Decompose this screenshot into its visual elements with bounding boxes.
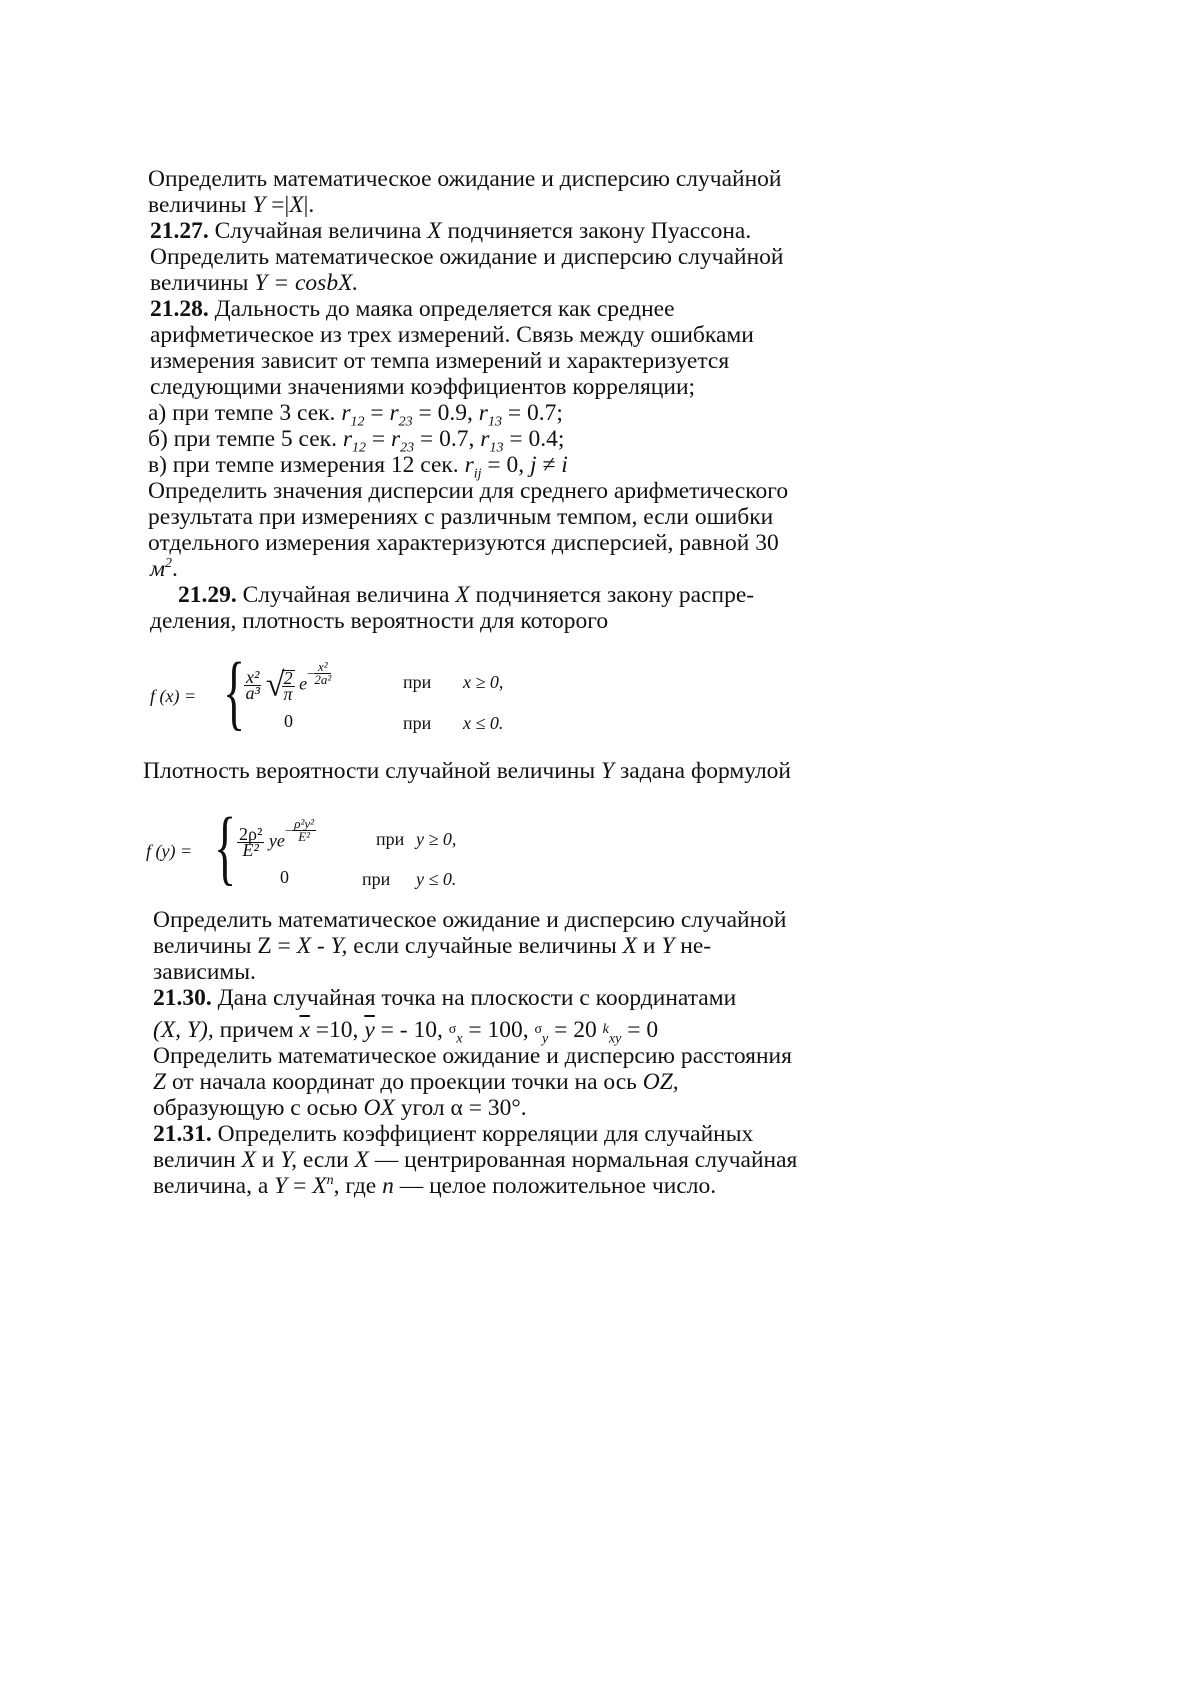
text-span: следующими значениями коэффициентов корреляции; — [150, 374, 696, 400]
text-span: от начала координат до проекции точки на ось — [166, 1069, 643, 1095]
text-span: OX — [363, 1095, 395, 1121]
denominator: a³ — [245, 683, 260, 703]
text-span: Y, — [280, 1147, 298, 1173]
text-span: σ — [534, 1022, 543, 1037]
text-span: Z — [153, 1069, 167, 1095]
exponent-sign: − — [307, 665, 315, 681]
numerator: x² — [246, 667, 260, 687]
text-span: σ — [448, 1022, 457, 1037]
text-span: Y — [252, 192, 266, 218]
text-span: — целое положительное число. — [393, 1173, 717, 1199]
problem-number: 21.28. — [150, 296, 209, 322]
text-span: n — [382, 1173, 394, 1199]
text-span: = — [364, 400, 390, 426]
text-span: = 0.7; — [501, 400, 563, 426]
text-line — [148, 530, 779, 556]
fraction — [282, 667, 295, 704]
text-span: Случайная величина — [236, 582, 456, 608]
text-span: 13 — [489, 440, 504, 456]
text-line — [153, 1017, 659, 1047]
text-line — [153, 959, 256, 985]
text-span: X — [312, 1173, 327, 1199]
text-line — [148, 400, 563, 430]
text-span: 13 — [487, 414, 502, 430]
text-span: величина, а — [153, 1173, 275, 1199]
text-span: =| — [265, 192, 290, 218]
text-span: Определить математическое ожидание и дисперсию расстояния — [153, 1043, 792, 1069]
text-span: = — [365, 426, 391, 452]
text-span: = - 10, — [374, 1017, 449, 1043]
numerator: 2ρ² — [239, 824, 263, 844]
problem-number: 21.31. — [153, 1121, 212, 1147]
text-line — [153, 1147, 797, 1173]
text-span: r — [391, 426, 401, 452]
text-span: и — [255, 1147, 281, 1173]
text-span: величины — [148, 192, 253, 218]
fraction — [244, 667, 261, 703]
problem-21-31 — [153, 1121, 753, 1147]
fraction — [292, 818, 316, 843]
text-span: а) при темпе 3 сек. — [148, 400, 342, 426]
text-span: = 0.7, — [414, 426, 481, 452]
formula-lhs: f (x) = — [150, 686, 197, 706]
text-span: xy — [608, 1031, 622, 1047]
text-span: если — [297, 1147, 355, 1173]
text-span: не- — [674, 933, 712, 959]
text-span: б) при темпе 5 сек. — [148, 426, 343, 452]
text-span: j ≠ i — [530, 452, 568, 478]
text-line — [153, 1069, 679, 1095]
text-span: Определить значения дисперсии для среднего арифметического — [148, 478, 789, 504]
text-span: k — [602, 1022, 609, 1037]
numerator: x² — [314, 661, 331, 674]
text-span: = 100, — [462, 1017, 535, 1043]
text-span: = — [287, 1173, 313, 1199]
text-span: Дана случайная точка на плоскости с координатами — [211, 985, 737, 1011]
formula-case-1 — [237, 818, 316, 858]
text-span: отдельного измерения характеризуются дисперсией, равной 30 — [148, 530, 779, 556]
denominator: π — [283, 683, 293, 704]
text-span: величины Z = — [153, 933, 297, 959]
text-span: = 0 — [621, 1017, 659, 1043]
text-span: . — [172, 556, 178, 582]
fraction — [237, 824, 264, 860]
text-span: Определить математическое ожидание и дисперсию случайной — [150, 244, 784, 270]
text-span: Y = cosbX. — [254, 270, 359, 296]
text-line — [143, 758, 791, 784]
text-span: $\overline{x}$ — [299, 1017, 310, 1043]
exponent — [284, 816, 316, 844]
text-span: Плотность вероятности случайной величины — [143, 758, 602, 784]
text-span: x — [456, 1031, 463, 1047]
text-span: 23 — [398, 414, 413, 430]
text-span: r — [341, 400, 351, 426]
text-line — [150, 608, 608, 634]
text-span: X — [427, 218, 442, 244]
text-span: зависимы. — [153, 959, 256, 985]
text-line — [153, 1043, 792, 1069]
text-span: Y — [601, 758, 615, 784]
text-span: r — [480, 426, 490, 452]
text-span: измерения зависит от темпа измерений и характеризуется — [150, 348, 730, 374]
text-span: арифметическое из трех измерений. Связь между ошибками — [150, 322, 754, 348]
text-span: величины — [150, 270, 255, 296]
text-span: ij — [473, 466, 482, 482]
text-span: 12 — [351, 440, 366, 456]
denominator: E² — [298, 829, 311, 844]
problem-number: 21.29. — [178, 582, 237, 608]
numerator: 2 — [283, 667, 293, 688]
text-span: 12 — [350, 414, 365, 430]
problem-number: 21.27. — [150, 218, 209, 244]
text-span: 23 — [400, 440, 415, 456]
problem-21-30 — [153, 985, 736, 1011]
text-span: , где — [333, 1173, 383, 1199]
problem-21-29 — [178, 582, 754, 608]
text-span: — центрированная нормальная случайная — [368, 1147, 798, 1173]
denominator: 2a² — [314, 672, 332, 687]
text-span: X - Y, — [296, 933, 348, 959]
formula-zero: 0 — [280, 867, 289, 887]
text-span: r — [464, 452, 474, 478]
text-line — [150, 348, 729, 374]
text-line — [150, 374, 695, 400]
text-span: n — [326, 1173, 334, 1189]
formula-condition-word: при — [376, 829, 405, 849]
formula-ye: ye — [268, 830, 285, 851]
formula-case-1 — [244, 661, 331, 702]
problem-number: 21.30. — [153, 985, 212, 1011]
text-line — [153, 1095, 527, 1121]
text-span: (X, Y), — [153, 1017, 214, 1043]
text-span: X — [289, 192, 304, 218]
text-span: причем — [213, 1017, 300, 1043]
text-span: угол α = 30°. — [394, 1095, 527, 1121]
text-line — [153, 1173, 716, 1199]
exponent — [307, 659, 332, 687]
numerator: ρ²y² — [294, 816, 315, 831]
text-span: r — [478, 400, 488, 426]
text-line — [150, 556, 178, 582]
text-line — [148, 504, 773, 530]
text-span: 2 — [165, 556, 172, 572]
text-line — [148, 166, 781, 192]
text-span: X — [354, 1147, 369, 1173]
text-span: Случайная величина — [208, 218, 428, 244]
formula-condition: x ≥ 0, — [463, 672, 504, 692]
text-span: y — [542, 1031, 549, 1047]
text-span: в) при темпе измерения 12 сек. — [148, 452, 465, 478]
text-span: = 0, — [481, 452, 531, 478]
sqrt-icon: √ — [265, 666, 285, 704]
text-line — [148, 426, 565, 456]
text-span: = 0.4; — [503, 426, 565, 452]
fraction — [314, 661, 331, 686]
text-span: |. — [303, 192, 315, 218]
text-span: Определить математическое ожидание и дисперсию случайной — [148, 166, 782, 192]
text-line — [148, 452, 568, 482]
text-span: Y — [274, 1173, 288, 1199]
text-line — [148, 192, 314, 218]
text-line — [148, 478, 788, 504]
formula-condition: y ≤ 0. — [416, 869, 457, 889]
text-span: =10, — [309, 1017, 365, 1043]
text-span: Определить математическое ожидание и дисперсию случайной — [153, 907, 787, 933]
text-span: OZ, — [642, 1069, 679, 1095]
text-span: = 0.9, — [412, 400, 479, 426]
text-span: подчиняется закону распре- — [469, 582, 755, 608]
formula-zero: 0 — [284, 711, 293, 731]
formula-condition: x ≤ 0. — [463, 713, 504, 733]
text-span: деления, плотность вероятности для которого — [150, 608, 609, 634]
text-span: = 20 — [548, 1017, 603, 1043]
brace-icon: { — [223, 646, 246, 739]
formula-lhs: f (y) = — [146, 841, 193, 861]
formula-condition-word: при — [362, 869, 391, 889]
text-line — [150, 270, 358, 296]
formula-condition-word: при — [403, 713, 432, 733]
text-line — [153, 907, 786, 933]
text-span: X — [241, 1147, 256, 1173]
problem-21-28 — [150, 296, 675, 322]
text-span: X — [455, 582, 470, 608]
text-span: задана формулой — [614, 758, 791, 784]
text-span: подчиняется закону Пуассона. — [441, 218, 752, 244]
text-line — [153, 933, 711, 959]
formula-condition: y ≥ 0, — [416, 829, 457, 849]
text-span: Дальность до маяка определяется как среднее — [208, 296, 675, 322]
text-span: результата при измерениях с различным темпом, если ошибки — [148, 504, 774, 530]
text-span: и — [637, 933, 662, 959]
exponent-sign: − — [284, 822, 293, 838]
text-span: r — [389, 400, 399, 426]
formula-e: e — [299, 673, 308, 694]
text-span: м — [150, 556, 165, 582]
text-span: величин — [153, 1147, 242, 1173]
denominator: E² — [242, 840, 259, 860]
text-span: если случайные величины — [347, 933, 623, 959]
text-line — [150, 322, 754, 348]
text-line — [150, 244, 783, 270]
problem-21-27 — [150, 218, 751, 244]
text-span: Y — [661, 933, 675, 959]
brace-icon: { — [214, 801, 237, 894]
text-span: образующую с осью — [153, 1095, 364, 1121]
text-span: X — [622, 933, 637, 959]
text-span: Определить коэффициент корреляции для случайных — [211, 1121, 754, 1147]
text-span: r — [342, 426, 352, 452]
formula-condition-word: при — [403, 672, 432, 692]
text-span: $\overline{y}$ — [364, 1017, 375, 1043]
